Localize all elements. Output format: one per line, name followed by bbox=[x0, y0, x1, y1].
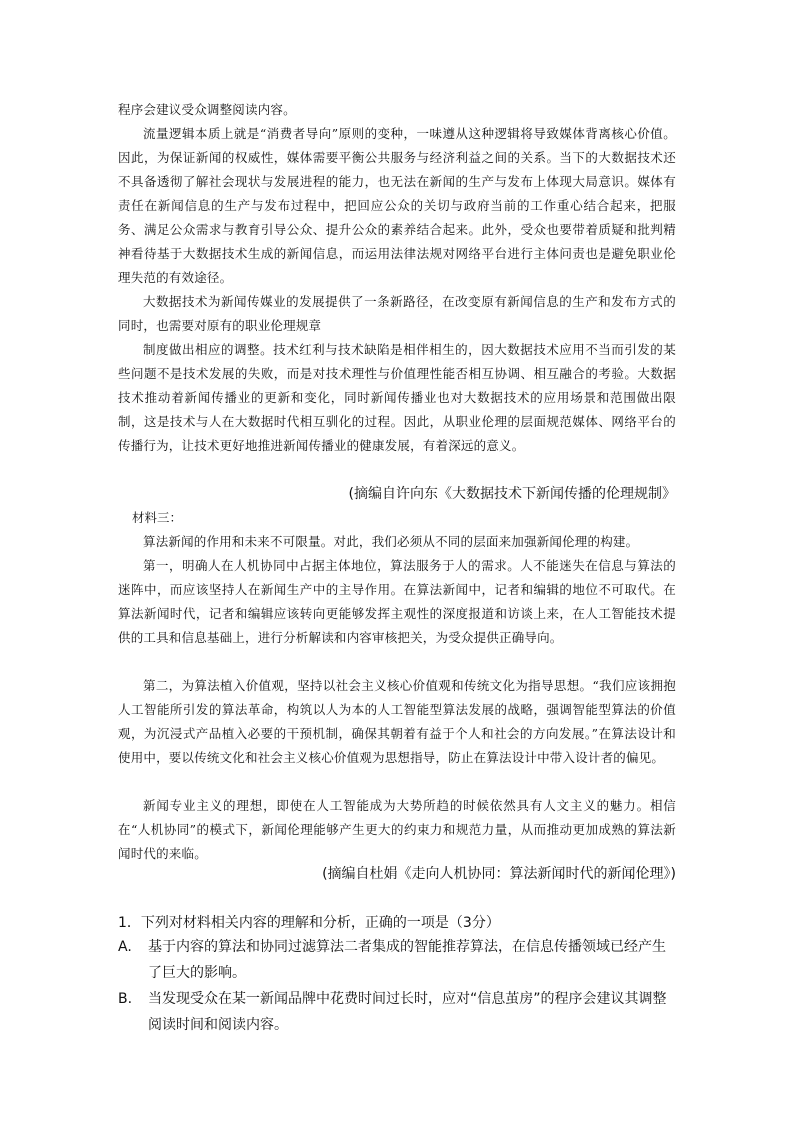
paragraph: 第二，为算法植入价值观，坚持以社会主义核心价值观和传统文化为指导思想。“我们应该拥抱人工智能所引发的算法革命，构筑以人为本的人工智能型算法发展的战略，强调智能型算法的价值观，为沉浸式产品植入必要的干预机制，确保其朝着有益于个人和社会的方向发展。”在算法设计和使用中，要以传统文化和社会主义核心价值观为思想指导，防止在算法设计中带入设计者的偏见。 bbox=[118, 678, 676, 765]
option-a bbox=[118, 934, 678, 986]
option-letter: B. bbox=[118, 991, 133, 1007]
paragraph: 大数据技术为新闻传媒业的发展提供了一条新路径，在改变原有新闻信息的生产和发布方式的同时，也需要对原有的职业伦理规章 bbox=[118, 294, 676, 333]
paragraph: 流量逻辑本质上就是“消费者导向”原则的变种，一味遵从这种逻辑将导致媒体背离核心价值。因此，为保证新闻的权威性，媒体需要平衡公共服务与经济利益之间的关系。当下的大数据技术还不具备透彻了解社会现状与发展进程的能力，也无法在新闻的生产与发布上体现大局意识。媒体有责任在新闻信息的生产与发布过程中，把回应公众的关切与政府当前的工作重心结合起来，把服务、满足公众需求与教育引导公众、提升公众的素养结合起来。此外，受众也要带着质疑和批判精神看待基于大数据技术生成的新闻信息，而运用法律法规对网络平台进行主体问责也是避免职业伦理失范的有效途径。 bbox=[118, 126, 676, 285]
paragraph: 制度做出相应的调整。技术红利与技术缺陷是相伴相生的，因大数据技术应用不当而引发的某些问题不是技术发展的失败，而是对技术理性与价值理性能否相互协调、相互融合的考验。大数据技术推动着新闻传播业的更新和变化，同时新闻传播业也对大数据技术的应用场景和范围做出限制，这是技术与人在大数据时代相互驯化的过程。因此，从职业伦理的层面规范媒体、网络平台的传播行为，让技术更好地推进新闻传播业的健康发展，有着深远的意义。 bbox=[118, 342, 676, 453]
section-label: 材料三： bbox=[132, 510, 183, 525]
source-citation: (摘编自许向东《大数据技术下新闻传播的伦理规制》 bbox=[348, 486, 676, 502]
question-stem: 1．下列对材料相关内容的理解和分析，正确的一项是（3分） bbox=[118, 915, 500, 931]
paragraph: 程序会建议受众调整阅读内容。 bbox=[118, 102, 296, 117]
option-letter: A. bbox=[118, 939, 132, 955]
source-citation: (摘编自杜娟《走向人机协同：算法新闻时代的新闻伦理》) bbox=[322, 866, 676, 882]
option-text: 基于内容的算法和协同过滤算法二者集成的智能推荐算法，在信息传播领域已经产生了巨大的影响。 bbox=[148, 939, 666, 981]
paragraph: 新闻专业主义的理想，即使在人工智能成为大势所趋的时候依然具有人文主义的魅力。相信在“人机协同”的模式下，新闻伦理能够产生更大的约束力和规范力量，从而推动更加成熟的算法新闻时代的来临。 bbox=[118, 798, 676, 861]
paragraph: 算法新闻的作用和未来不可限量。对此，我们必须从不同的层面来加强新闻伦理的构建。 bbox=[143, 534, 639, 549]
paragraph: 第一，明确人在人机协同中占据主体地位，算法服务于人的需求。人不能迷失在信息与算法的迷阵中，而应该坚持人在新闻生产中的主导作用。在算法新闻中，记者和编辑的地位不可取代。在算法新闻时代，记者和编辑应该转向更能够发挥主观性的深度报道和访谈上来，在人工智能技术提供的工具和信息基础上，进行分析解读和内容审核把关，为受众提供正确导向。 bbox=[118, 558, 676, 645]
option-b bbox=[118, 986, 678, 1038]
option-text: 当发现受众在某一新闻品牌中花费时间过长时，应对“信息茧房”的程序会建议其调整阅读时间和阅读内容。 bbox=[148, 991, 667, 1033]
